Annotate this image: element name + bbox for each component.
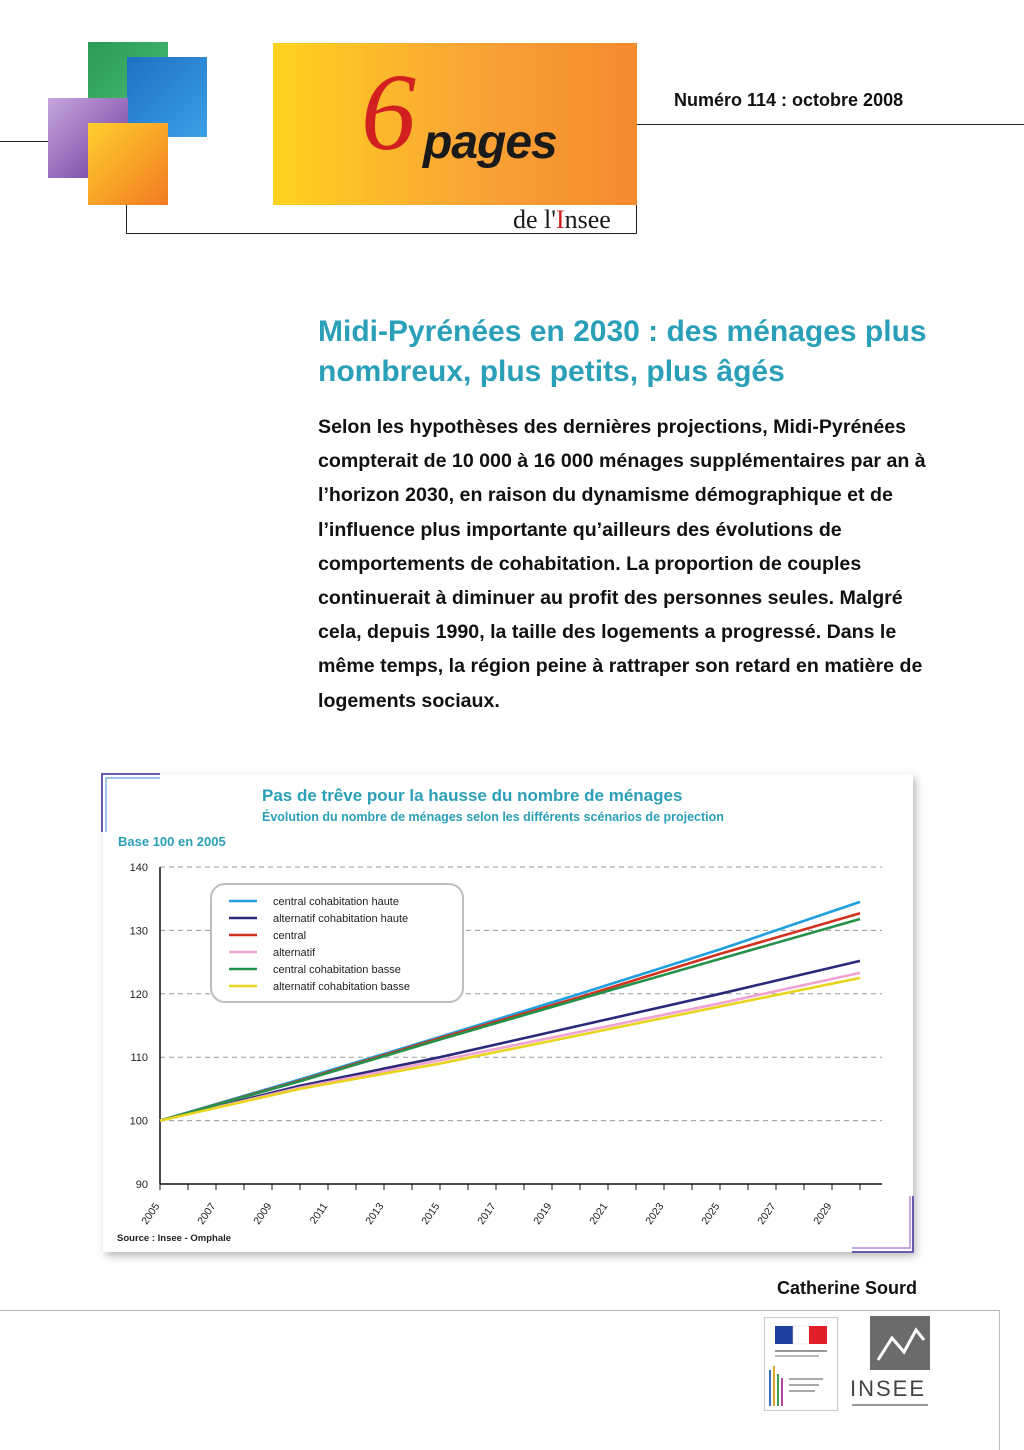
footer-rule xyxy=(0,1310,1000,1311)
legend-label: alternatif xyxy=(273,947,316,959)
x-tick-label: 2013 xyxy=(363,1200,387,1227)
author-name: Catherine Sourd xyxy=(777,1278,918,1298)
legend-label: alternatif cohabitation basse xyxy=(273,981,410,993)
brand-word: pages xyxy=(423,116,557,169)
legend-label: central cohabitation haute xyxy=(273,896,399,908)
issue-number: Numéro 114 : octobre 2008 xyxy=(674,90,904,110)
x-tick-label: 2007 xyxy=(195,1200,219,1227)
chart-subtitle: Évolution du nombre de ménages selon les différents scénarios de projection xyxy=(262,810,724,824)
legend-label: central cohabitation basse xyxy=(273,964,401,976)
brand-logo xyxy=(273,43,637,205)
footer-rule-right xyxy=(999,1310,1000,1450)
brand-de: de l' xyxy=(513,205,556,234)
header-rule-left xyxy=(0,141,48,142)
x-tick-label: 2017 xyxy=(475,1200,499,1227)
x-tick-label: 2019 xyxy=(531,1200,555,1227)
deco-square-orange xyxy=(88,123,168,205)
chart-title: Pas de trêve pour la hausse du nombre de ménages xyxy=(262,786,683,805)
x-tick-label: 2021 xyxy=(587,1200,611,1227)
brand-nsee: nsee xyxy=(564,205,611,234)
x-tick-label: 2027 xyxy=(755,1200,779,1227)
chart-source: Source : Insee - Omphale xyxy=(117,1233,232,1244)
page-title: Midi-Pyrénées en 2030 : des ménages plus nombreux, plus petits, plus âgés xyxy=(318,315,927,388)
chart-corner-top-left xyxy=(100,772,162,834)
x-tick-label: 2015 xyxy=(419,1200,443,1227)
brand-number: 6 xyxy=(361,51,416,173)
x-tick-label: 2023 xyxy=(643,1200,667,1227)
x-tick-label: 2011 xyxy=(307,1200,331,1227)
chart-y-axis-label: Base 100 en 2005 xyxy=(118,834,226,849)
header-rule-right xyxy=(637,124,1024,125)
header-bracket-left xyxy=(126,205,127,234)
y-tick-label: 140 xyxy=(129,862,148,874)
y-tick-label: 90 xyxy=(135,1179,148,1191)
legend-label: alternatif cohabitation haute xyxy=(273,913,409,925)
header-bracket-right xyxy=(636,205,637,234)
legend-label: central xyxy=(273,930,307,942)
y-tick-label: 110 xyxy=(130,1052,148,1065)
brand-i: I xyxy=(555,205,565,234)
y-tick-label: 130 xyxy=(129,925,148,938)
x-tick-label: 2009 xyxy=(251,1200,275,1227)
x-tick-label: 2005 xyxy=(139,1200,163,1227)
insee-word: INSEE xyxy=(850,1376,927,1401)
x-tick-label: 2029 xyxy=(811,1200,835,1227)
x-tick-label: 2025 xyxy=(699,1200,723,1227)
ministere-logo-icon xyxy=(764,1317,838,1411)
y-tick-label: 100 xyxy=(129,1115,148,1128)
lead-paragraph: Selon les hypothèses des dernières projections, Midi-Pyrénées compterait de 10 000 à 16 000 ménages supplémentaires par an à l’horizon 2030, en raison du dynamisme démographique et de l’influence plus importante qu’ailleurs des évolutions de comportements de cohabitation. La proportion de couples continuerait à diminuer au profit des personnes seules. Malgré cela, depuis 1990, la taille des logements a progressé. Dans le même temps, la région peine à rattraper son retard en matière de logements sociaux. xyxy=(318,416,926,712)
line-chart xyxy=(100,850,900,1230)
insee-logo-icon xyxy=(848,1316,932,1412)
y-tick-label: 120 xyxy=(129,988,148,1001)
brand-subtitle xyxy=(513,205,611,235)
